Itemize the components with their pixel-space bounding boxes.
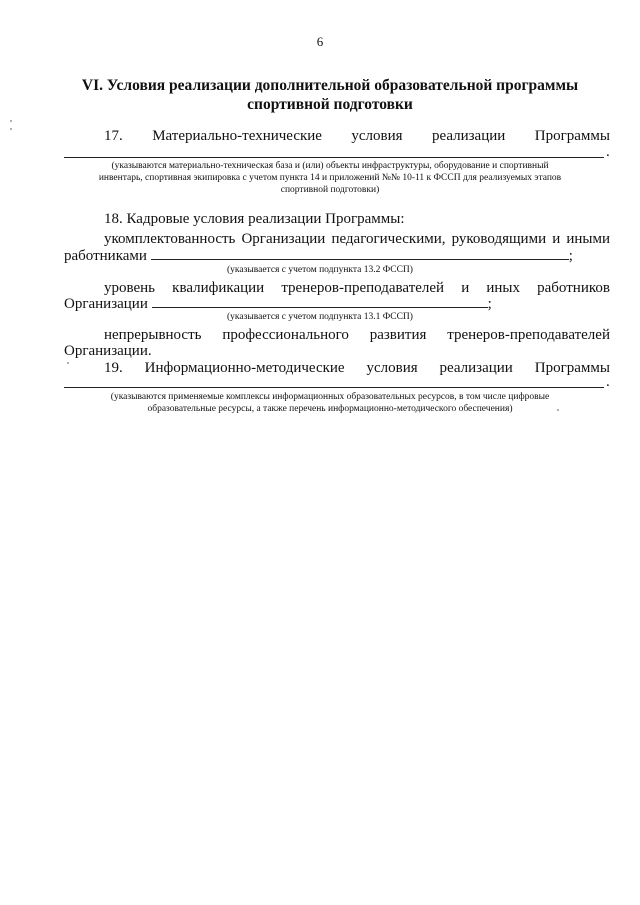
item-17-trailing-period: . bbox=[606, 144, 610, 160]
section-heading bbox=[60, 76, 600, 114]
item-18-staffing-cont-line bbox=[64, 247, 573, 265]
qualification-word: работников bbox=[537, 280, 610, 296]
item-18-professional-cont: Организации. bbox=[64, 343, 152, 359]
item-19-note-line-2: образовательные ресурсы, а также перечень информационно-методического обеспечения) bbox=[147, 404, 513, 414]
item-17-note-line-1: (указываются материально-техническая база и (или) объекты инфраструктуры, оборудование и спортивный bbox=[111, 161, 549, 171]
scan-speck bbox=[10, 128, 12, 130]
staffing-word: иными bbox=[566, 231, 610, 247]
item-17-line bbox=[104, 127, 610, 145]
item-17-word: условия bbox=[351, 128, 403, 144]
qualification-trail: ; bbox=[487, 296, 492, 312]
item-19-line bbox=[104, 359, 610, 377]
scan-speck bbox=[67, 362, 69, 364]
professional-word: тренеров-преподавателей bbox=[447, 327, 610, 343]
item-19-trailing-period: . bbox=[606, 374, 610, 390]
qualification-word: уровень bbox=[104, 280, 156, 296]
staffing-cont-word: работниками bbox=[64, 248, 147, 264]
staffing-word: руководящими bbox=[451, 231, 547, 247]
staffing-note: (указывается с учетом подпункта 13.2 ФССП) bbox=[227, 265, 413, 275]
item-19-word: Программы bbox=[534, 360, 610, 376]
item-17-word: Материально-технические bbox=[152, 128, 322, 144]
item-18-staffing-line bbox=[104, 230, 610, 248]
staffing-trail: ; bbox=[568, 248, 573, 264]
item-18-title: 18. Кадровые условия реализации Программы: bbox=[104, 211, 405, 227]
professional-word: профессионального bbox=[222, 327, 349, 343]
scan-speck bbox=[557, 409, 559, 411]
item-19-blank-line bbox=[64, 387, 604, 388]
item-17-word: реализации bbox=[431, 128, 506, 144]
item-17-note bbox=[60, 160, 600, 196]
qualification-word: иных bbox=[486, 280, 521, 296]
item-17-number: 17. bbox=[104, 128, 123, 144]
staffing-blank bbox=[151, 247, 569, 260]
item-19-number: 19. bbox=[104, 360, 123, 376]
qualification-word: квалификации bbox=[172, 280, 265, 296]
qualification-note: (указывается с учетом подпункта 13.1 ФССП) bbox=[227, 312, 413, 322]
item-17-blank-line bbox=[64, 157, 604, 158]
item-19-word: условия bbox=[366, 360, 418, 376]
item-19-note bbox=[60, 391, 600, 415]
qualification-blank bbox=[152, 295, 488, 308]
page-number: 6 bbox=[316, 34, 324, 49]
item-19-note-line-1: (указываются применяемые комплексы информационных образовательных ресурсов, в том числе цифровые bbox=[110, 392, 550, 402]
qualification-word: и bbox=[461, 280, 470, 296]
qualification-word: тренеров-преподавателей bbox=[281, 280, 445, 296]
item-17-note-line-3: спортивной подготовки) bbox=[280, 185, 380, 195]
staffing-word: укомплектованность bbox=[104, 231, 236, 247]
section-heading-line-2: спортивной подготовки bbox=[247, 96, 413, 113]
staffing-word: Организации bbox=[241, 231, 326, 247]
staffing-word: и bbox=[552, 231, 561, 247]
item-18-professional-line bbox=[104, 326, 610, 344]
qualification-cont-word: Организации bbox=[64, 296, 148, 312]
item-19-word: Информационно-методические bbox=[144, 360, 345, 376]
section-heading-line-1: VI. Условия реализации дополнительной образовательной программы bbox=[81, 77, 579, 94]
item-17-word: Программы bbox=[534, 128, 610, 144]
scan-speck bbox=[10, 120, 12, 122]
professional-word: развития bbox=[369, 327, 427, 343]
item-17-note-line-2: инвентарь, спортивная экипировка с учетом пункта 14 и приложений №№ 10-11 к ФССП для реализуемых этапов bbox=[98, 173, 562, 183]
staffing-word: педагогическими, bbox=[331, 231, 446, 247]
item-19-word: реализации bbox=[439, 360, 513, 376]
professional-word: непрерывность bbox=[104, 327, 202, 343]
